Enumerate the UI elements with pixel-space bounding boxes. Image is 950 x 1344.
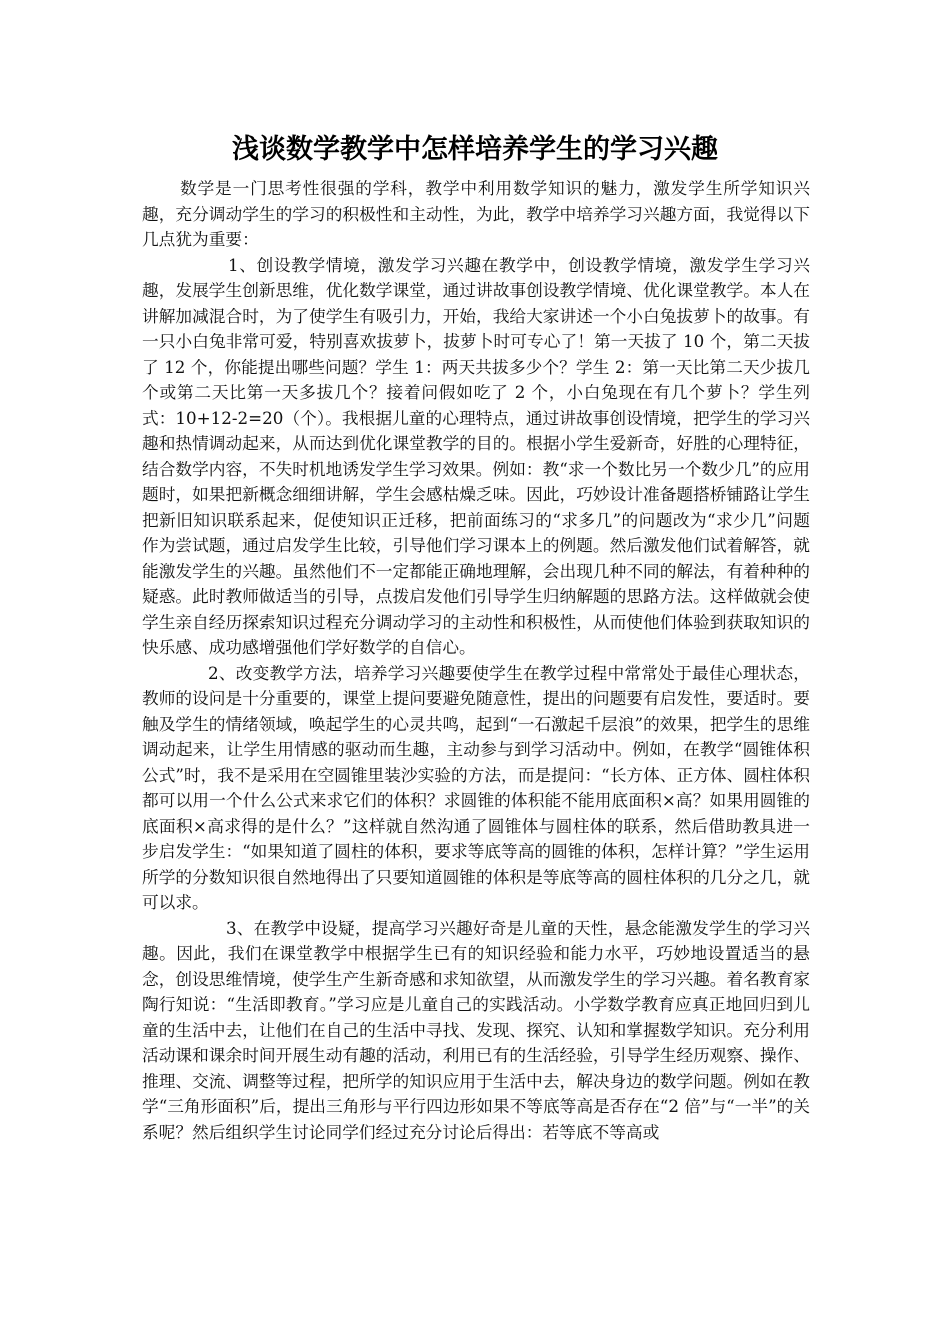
paragraph-intro: 数学是一门思考性很强的学科，教学中利用数学知识的魅力，激发学生所学知识兴趣，充分调动学生的学习的积极性和主动性，为此，教学中培养学习兴趣方面，我觉得以下几点犹为重要：: [142, 178, 810, 249]
paragraph-section-3: 3、在教学中设疑，提高学习兴趣好奇是儿童的天性，悬念能激发学生的学习兴趣。因此，我们在课堂教学中根据学生已有的知识经验和能力水平，巧妙地设置适当的悬念，创设思维情境，使学生产生新奇感和求知欲望，从而激发学生的学习兴趣。着名教育家陶行知说：“生活即教育。”学习应是儿童自己的实践活动。小学数学教育应真正地回归到儿童的生活中去，让他们在自己的生活中寻找、发现、探究、认知和掌握数学知识。充分利用活动课和课余时间开展生动有趣的活动，利用已有的生活经验，引导学生经历观察、操作、推理、交流、调整等过程，把所学的知识应用于生活中去，解决身边的数学问题。例如在教学“三角形面积”后，提出三角形与平行四边形如果不等底等高是否存在“2 倍”与“一半”的关系呢？然后组织学生讨论同学们经过充分讨论后得出：若等底不等高或: [142, 917, 810, 1142]
document-body: [142, 176, 810, 1145]
document-title: 浅谈数学教学中怎样培养学生的学习兴趣: [232, 134, 718, 165]
paragraph-section-2: 2、改变教学方法，培养学习兴趣要使学生在教学过程中常常处于最佳心理状态，教师的设问是十分重要的，课堂上提问要避免随意性，提出的问题要有启发性，要适时。要触及学生的情绪领域，唤起学生的心灵共鸣，起到“一石激起千层浪”的效果，把学生的思维调动起来，让学生用情感的驱动而生趣，主动参与到学习活动中。例如，在教学“圆锥体积公式”时，我不是采用在空圆锥里装沙实验的方法，而是提问：“长方体、正方体、圆柱体积都可以用一个什么公式来求它们的体积？求圆锥的体积能不能用底面积×高？如果用圆锥的底面积×高求得的是什么？”这样就自然沟通了圆锥体与圆柱体的联系，然后借助教具进一步启发学生：“如果知道了圆柱的体积，要求等底等高的圆锥的体积，怎样计算？”学生运用所学的分数知识很自然地得出了只要知道圆锥的体积是等底等高的圆柱体积的几分之几，就可以求。: [142, 662, 810, 912]
paragraph-section-1: 1、创设教学情境，激发学习兴趣在教学中，创设教学情境，激发学生学习兴趣，发展学生创新思维，优化数学课堂，通过讲故事创设教学情境、优化课堂教学。本人在讲解加减混合时，为了使学生有吸引力，开始，我给大家讲述一个小白兔拔萝卜的故事。有一只小白兔非常可爱，特别喜欢拔萝卜，拔萝卜时可专心了！第一天拔了 10 个，第二天拔了 12 个，你能提出哪些问题？学生 1：两天共拔多少个？学生 2：第一天比第二天少拔几个或第二天比第一天多拔几个？接着问假如吃了 2 个，小白兔现在有几个萝卜？学生列式：10+12-2=20（个）。我根据儿童的心理特点，通过讲故事创设情境，把学生的学习兴趣和热情调动起来，从而达到优化课堂教学的目的。根据小学生爱新奇，好胜的心理特征，结合数学内容，不失时机地诱发学生学习效果。例如：教“求一个数比另一个数少几”的应用题时，如果把新概念细细讲解，学生会感枯燥乏味。因此，巧妙设计准备题搭桥铺路让学生把新旧知识联系起来，促使知识正迁移，把前面练习的“求多几”的问题改为“求少几”问题作为尝试题，通过启发学生比较，引导他们学习课本上的例题。然后激发他们试着解答，就能激发学生的兴趣。虽然他们不一定都能正确地理解，会出现几种不同的解法，有着种种的疑惑。此时教师做适当的引导，点拨启发他们引导学生归纳解题的思路方法。这样做就会使学生亲自经历探索知识过程充分调动学习的主动性和积极性，从而使他们体验到获取知识的快乐感、成功感增强他们学好数学的自信心。: [142, 254, 810, 657]
